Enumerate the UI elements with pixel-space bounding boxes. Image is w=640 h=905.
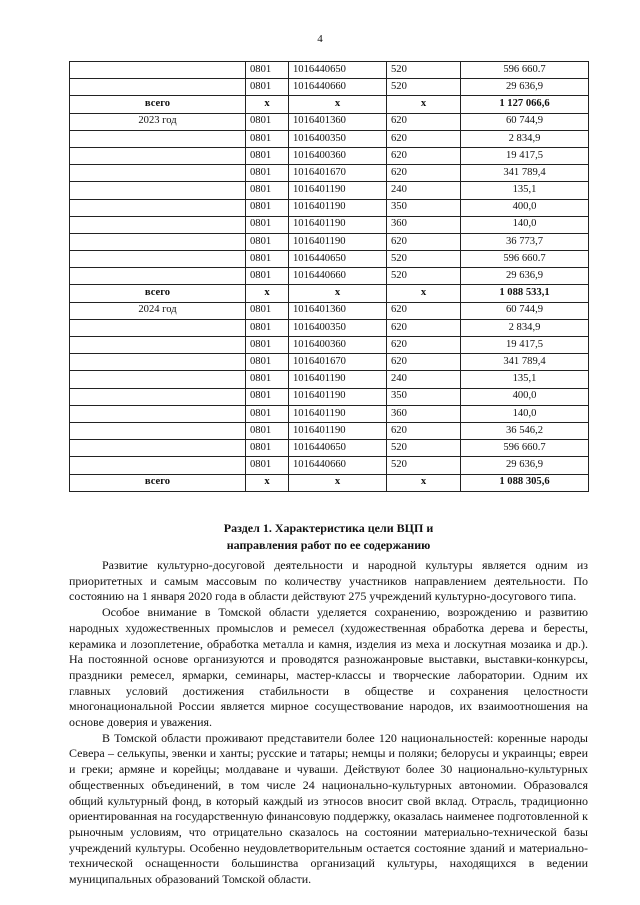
section-body xyxy=(69,558,588,888)
year-label-cell xyxy=(70,405,246,422)
expense-type-cell: 620 xyxy=(387,422,461,439)
amount-cell: 19 417,5 xyxy=(461,337,589,354)
amount-cell: 60 744,9 xyxy=(461,113,589,130)
amount-cell: 2 834,9 xyxy=(461,130,589,147)
section-code-cell: 0801 xyxy=(246,457,289,474)
section-code-cell: 0801 xyxy=(246,319,289,336)
paragraph: В Томской области проживают представители более 120 национальностей: коренные народы Севера – селькупы, эвенки и ханты; русские и татары; немцы и поляки; белорусы и украинцы; евреи и греки; армяне и корейцы; молдаване и чуваши. Действуют более 30 национально-культурных общественных объединений, в том числе 24 национально-культурных автономии. Образовался общий культурный фонд, в который каждый из этносов вносит свой вклад. Отрасль, традиционно ориентированная на государственную финансовую поддержку, оказалась наименее подготовленной к рыночным условиям, что отрицательно сказалось на состоянии материально-технической базы учреждений культуры. Особенно неудовлетворительным остается состояние зданий и материально-технической оснащенности большинства организаций культуры, находящихся в ведении муниципальных образований Томской области. xyxy=(69,730,588,887)
year-label-cell xyxy=(70,216,246,233)
table-row xyxy=(70,79,589,96)
total-row xyxy=(70,474,589,491)
target-article-cell: 1016401190 xyxy=(289,371,387,388)
section-code-cell: 0801 xyxy=(246,79,289,96)
table-row xyxy=(70,319,589,336)
paragraph: Развитие культурно-досуговой деятельности и народной культуры является одним из приоритетных и самым массовым по количеству участников направлением деятельности. По состоянию на 1 января 2020 года в области действуют 275 учреждений культурно-досугового типа. xyxy=(69,558,588,604)
table-row xyxy=(70,199,589,216)
table-row xyxy=(70,371,589,388)
year-label-cell xyxy=(70,268,246,285)
target-article-cell: 1016440660 xyxy=(289,268,387,285)
budget-table xyxy=(69,61,589,492)
target-article-cell: 1016400350 xyxy=(289,130,387,147)
expense-type-cell: 620 xyxy=(387,302,461,319)
target-article-cell: x xyxy=(289,474,387,491)
section-code-cell: 0801 xyxy=(246,113,289,130)
section-code-cell: 0801 xyxy=(246,199,289,216)
year-label-cell xyxy=(70,199,246,216)
total-row xyxy=(70,285,589,302)
amount-cell: 135,1 xyxy=(461,371,589,388)
amount-cell: 29 636,9 xyxy=(461,79,589,96)
amount-cell: 400,0 xyxy=(461,199,589,216)
year-label-cell xyxy=(70,371,246,388)
year-label-cell xyxy=(70,165,246,182)
year-label-cell xyxy=(70,251,246,268)
year-label-cell xyxy=(70,130,246,147)
expense-type-cell: x xyxy=(387,96,461,113)
table-row xyxy=(70,302,589,319)
section-code-cell: 0801 xyxy=(246,405,289,422)
table-row xyxy=(70,268,589,285)
target-article-cell: 1016440660 xyxy=(289,457,387,474)
expense-type-cell: 620 xyxy=(387,113,461,130)
target-article-cell: 1016401670 xyxy=(289,354,387,371)
amount-cell: 36 546,2 xyxy=(461,422,589,439)
expense-type-cell: 240 xyxy=(387,371,461,388)
year-label-cell: 2024 год xyxy=(70,302,246,319)
amount-cell: 596 660.7 xyxy=(461,251,589,268)
target-article-cell: 1016400360 xyxy=(289,337,387,354)
expense-type-cell: 620 xyxy=(387,233,461,250)
year-label-cell: всего xyxy=(70,285,246,302)
year-label-cell xyxy=(70,319,246,336)
expense-type-cell: x xyxy=(387,285,461,302)
target-article-cell: 1016401190 xyxy=(289,388,387,405)
section-code-cell: 0801 xyxy=(246,440,289,457)
table-row xyxy=(70,457,589,474)
table-row xyxy=(70,388,589,405)
table-row xyxy=(70,251,589,268)
section-title-line-2: направления работ по ее содержанию xyxy=(226,538,431,552)
section-code-cell: 0801 xyxy=(246,268,289,285)
expense-type-cell: 620 xyxy=(387,319,461,336)
amount-cell: 2 834,9 xyxy=(461,319,589,336)
amount-cell: 1 088 533,1 xyxy=(461,285,589,302)
section-code-cell: 0801 xyxy=(246,130,289,147)
expense-type-cell: 520 xyxy=(387,251,461,268)
amount-cell: 140,0 xyxy=(461,216,589,233)
section-title-line-1: Раздел 1. Характеристика цели ВЦП и xyxy=(223,521,434,535)
table-row xyxy=(70,233,589,250)
section-code-cell: 0801 xyxy=(246,354,289,371)
amount-cell: 60 744,9 xyxy=(461,302,589,319)
budget-table-body xyxy=(70,62,589,492)
year-label-cell: всего xyxy=(70,96,246,113)
target-article-cell: x xyxy=(289,285,387,302)
total-row xyxy=(70,96,589,113)
target-article-cell: 1016401190 xyxy=(289,199,387,216)
expense-type-cell: x xyxy=(387,474,461,491)
table-row xyxy=(70,62,589,79)
target-article-cell: 1016401190 xyxy=(289,422,387,439)
year-label-cell: 2023 год xyxy=(70,113,246,130)
target-article-cell: 1016400360 xyxy=(289,147,387,164)
table-row xyxy=(70,165,589,182)
table-row xyxy=(70,216,589,233)
expense-type-cell: 360 xyxy=(387,405,461,422)
table-row xyxy=(70,405,589,422)
amount-cell: 341 789,4 xyxy=(461,165,589,182)
amount-cell: 29 636,9 xyxy=(461,268,589,285)
section-code-cell: 0801 xyxy=(246,233,289,250)
expense-type-cell: 350 xyxy=(387,199,461,216)
amount-cell: 36 773,7 xyxy=(461,233,589,250)
target-article-cell: x xyxy=(289,96,387,113)
section-code-cell: 0801 xyxy=(246,371,289,388)
section-code-cell: 0801 xyxy=(246,422,289,439)
expense-type-cell: 520 xyxy=(387,79,461,96)
section-code-cell: 0801 xyxy=(246,388,289,405)
table-row xyxy=(70,130,589,147)
expense-type-cell: 520 xyxy=(387,62,461,79)
expense-type-cell: 620 xyxy=(387,130,461,147)
table-row xyxy=(70,147,589,164)
target-article-cell: 1016440660 xyxy=(289,79,387,96)
amount-cell: 19 417,5 xyxy=(461,147,589,164)
expense-type-cell: 520 xyxy=(387,457,461,474)
amount-cell: 135,1 xyxy=(461,182,589,199)
expense-type-cell: 620 xyxy=(387,337,461,354)
amount-cell: 400,0 xyxy=(461,388,589,405)
year-label-cell xyxy=(70,422,246,439)
section-code-cell: 0801 xyxy=(246,251,289,268)
target-article-cell: 1016401190 xyxy=(289,233,387,250)
year-label-cell xyxy=(70,147,246,164)
amount-cell: 1 088 305,6 xyxy=(461,474,589,491)
table-row xyxy=(70,354,589,371)
section-title xyxy=(69,520,588,554)
year-label-cell: всего xyxy=(70,474,246,491)
section-code-cell: 0801 xyxy=(246,216,289,233)
section-code-cell: 0801 xyxy=(246,165,289,182)
expense-type-cell: 350 xyxy=(387,388,461,405)
page-number: 4 xyxy=(317,33,323,45)
amount-cell: 29 636,9 xyxy=(461,457,589,474)
year-label-cell xyxy=(70,354,246,371)
paragraph: Особое внимание в Томской области уделяется сохранению, возрождению и развитию народных художественных промыслов и ремесел (художественная обработка дерева и бересты, керамика и лозоплетение, обработка металла и камня, изделия из меха и лоскутная мозаика и др.). На постоянной основе организуются и проводятся разножанровые выставки, выставки-конкурсы, праздники ремесел, ярмарки, семинары, мастер-классы и творческие лаборатории. Одним их главных условий достижения стабильности в обществе и сохранения целостности многонациональной России является мирное сосуществование народов, их взаимоотношения на основе доверия и уважения. xyxy=(69,605,588,730)
expense-type-cell: 620 xyxy=(387,354,461,371)
target-article-cell: 1016401190 xyxy=(289,216,387,233)
expense-type-cell: 520 xyxy=(387,268,461,285)
amount-cell: 140,0 xyxy=(461,405,589,422)
expense-type-cell: 240 xyxy=(387,182,461,199)
table-row xyxy=(70,182,589,199)
year-label-cell xyxy=(70,388,246,405)
year-label-cell xyxy=(70,233,246,250)
amount-cell: 1 127 066,6 xyxy=(461,96,589,113)
expense-type-cell: 360 xyxy=(387,216,461,233)
section-code-cell: 0801 xyxy=(246,62,289,79)
section-code-cell: x xyxy=(246,285,289,302)
target-article-cell: 1016440650 xyxy=(289,440,387,457)
target-article-cell: 1016401360 xyxy=(289,302,387,319)
target-article-cell: 1016401190 xyxy=(289,405,387,422)
expense-type-cell: 620 xyxy=(387,165,461,182)
expense-type-cell: 620 xyxy=(387,147,461,164)
expense-type-cell: 520 xyxy=(387,440,461,457)
amount-cell: 341 789,4 xyxy=(461,354,589,371)
target-article-cell: 1016400350 xyxy=(289,319,387,336)
target-article-cell: 1016440650 xyxy=(289,251,387,268)
section-code-cell: x xyxy=(246,474,289,491)
section-code-cell: 0801 xyxy=(246,182,289,199)
year-label-cell xyxy=(70,440,246,457)
section-code-cell: 0801 xyxy=(246,147,289,164)
target-article-cell: 1016401670 xyxy=(289,165,387,182)
section-code-cell: 0801 xyxy=(246,337,289,354)
year-label-cell xyxy=(70,79,246,96)
amount-cell: 596 660.7 xyxy=(461,62,589,79)
table-row xyxy=(70,113,589,130)
year-label-cell xyxy=(70,62,246,79)
year-label-cell xyxy=(70,337,246,354)
table-row xyxy=(70,337,589,354)
target-article-cell: 1016401190 xyxy=(289,182,387,199)
section-code-cell: 0801 xyxy=(246,302,289,319)
table-row xyxy=(70,440,589,457)
year-label-cell xyxy=(70,182,246,199)
amount-cell: 596 660.7 xyxy=(461,440,589,457)
year-label-cell xyxy=(70,457,246,474)
section-code-cell: x xyxy=(246,96,289,113)
table-row xyxy=(70,422,589,439)
target-article-cell: 1016440650 xyxy=(289,62,387,79)
target-article-cell: 1016401360 xyxy=(289,113,387,130)
